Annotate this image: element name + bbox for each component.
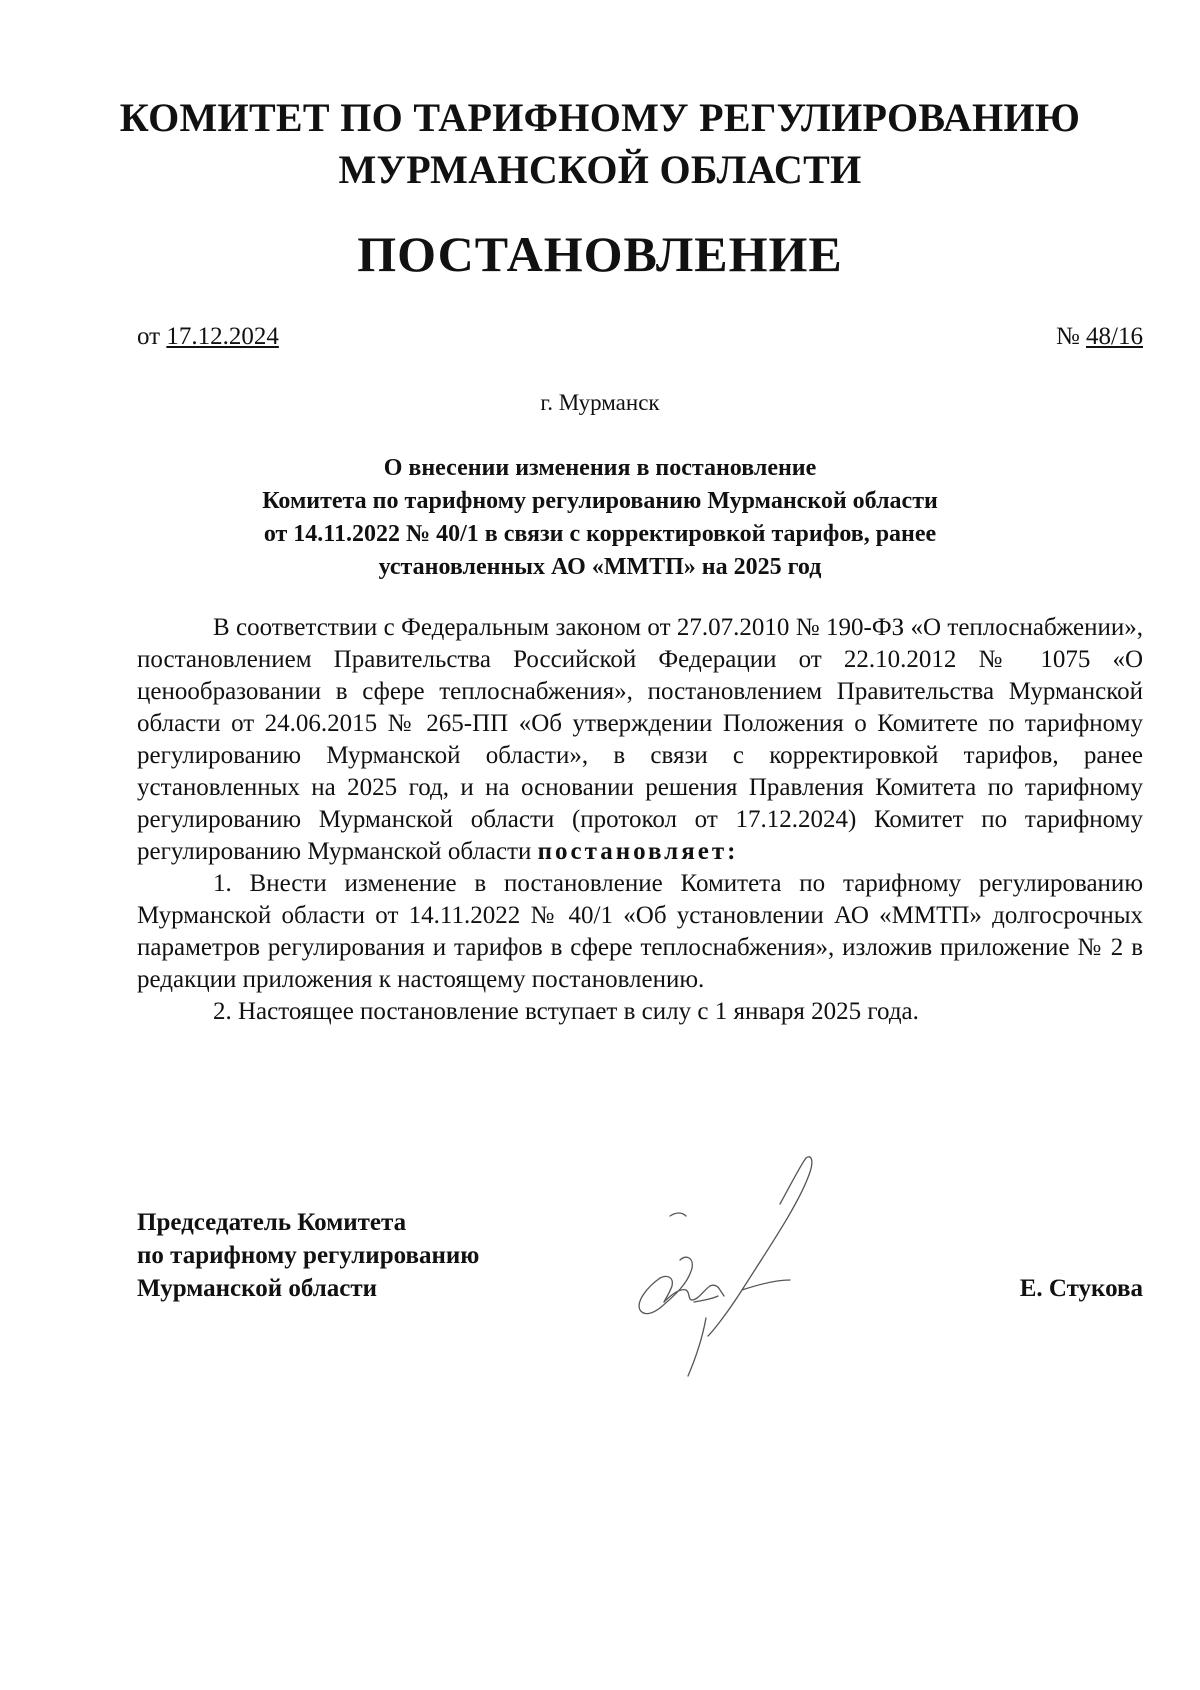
signer-position-line-1: Председатель Комитета: [137, 1209, 407, 1236]
date-value: 17.12.2024: [166, 323, 279, 350]
city-line: г. Мурманск: [540, 390, 660, 415]
subject-line-2: Комитета по тарифному регулированию Мурманской области: [262, 488, 938, 514]
resolves-keyword: постановляет:: [537, 838, 739, 865]
signer-position: [137, 1206, 479, 1305]
org-title-line-1: КОМИТЕТ ПО ТАРИФНОМУ РЕГУЛИРОВАНИЮ: [119, 95, 1081, 140]
organization-title: [100, 92, 1100, 196]
subject-line-3: от 14.11.2022 № 40/1 в связи с корректировкой тарифов, ранее: [263, 521, 937, 547]
document-date: [137, 322, 279, 352]
handwritten-signature: [610, 1150, 880, 1380]
subject-line-1: О внесении изменения в постановление: [383, 455, 817, 481]
number-prefix: №: [1055, 323, 1087, 350]
document-type-heading: ПОСТАНОВЛЕНИЕ: [357, 226, 843, 282]
document-subject: [140, 452, 1060, 584]
item-1-paragraph: 1. Внести изменение в постановление Комитета по тарифному регулированию Мурманской области от 14.11.2022 № 40/1 «Об установлении АО «ММТП» долгосрочных параметров регулирования и тарифов в сфере теплоснабжения», изложив приложение № 2 в редакции приложения к настоящему постановлению.: [137, 870, 1143, 993]
signer-position-line-3: Мурманской области: [137, 1275, 378, 1302]
item-2-paragraph: 2. Настоящее постановление вступает в силу с 1 января 2025 года.: [213, 998, 919, 1025]
preamble-paragraph: [137, 612, 1143, 868]
signer-position-line-2: по тарифному регулированию: [137, 1242, 480, 1269]
date-prefix: от: [137, 323, 167, 350]
preamble-text: В соответствии с Федеральным законом от 27.07.2010 № 190-ФЗ «О теплоснабжении», постановлением Правительства Российской Федерации от 22.10.2012 № 1075 «О ценообразовании в сфере теплоснабжения», постановлением Правительства Мурманской области от 24.06.2015 № 265-ПП «Об утверждении Положения о Комитете по тарифному регулированию Мурманской области», в связи с корректировкой тарифов, ранее установленных на 2025 год, и на основании решения Правления Комитета по тарифному регулированию Мурманской области (протокол от 17.12.2024) Комитет по тарифному регулированию Мурманской области: [137, 614, 1143, 865]
org-title-line-2: МУРМАНСКОЙ ОБЛАСТИ: [338, 147, 862, 192]
signer-name: Е. Стукова: [1019, 1275, 1143, 1302]
number-value: 48/16: [1086, 323, 1143, 350]
document-body: [137, 612, 1143, 1028]
document-number: [1056, 322, 1143, 352]
subject-line-4: установленных АО «ММТП» на 2025 год: [378, 554, 822, 580]
